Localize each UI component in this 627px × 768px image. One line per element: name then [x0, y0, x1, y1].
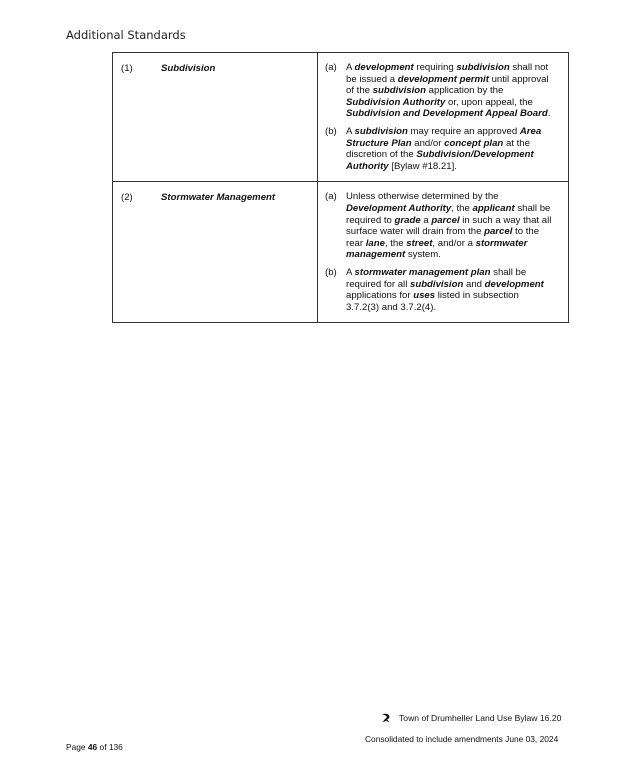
clause-text-segment: until approval of the: [346, 73, 549, 97]
clause-text-segment: .: [547, 108, 551, 120]
standard-heading-cell: [113, 53, 318, 182]
footer-bylaw-text: Town of Drumheller Land Use Bylaw 16.20: [399, 713, 562, 723]
defined-term: Development Authority: [346, 202, 452, 214]
defined-term: grade: [394, 214, 421, 226]
standard-row: [113, 53, 569, 182]
standard-title: Subdivision: [161, 63, 216, 74]
defined-term: lane: [365, 237, 385, 249]
clause-text-segment: or, upon appeal, the: [445, 96, 533, 108]
defined-term: subdivision: [456, 62, 510, 73]
clause-text-segment: [Bylaw #18.21].: [388, 160, 457, 172]
standards-table: [112, 52, 569, 323]
clause-text: [346, 126, 554, 172]
clause-text: [346, 191, 554, 261]
clause-text-segment: shall be required to: [346, 202, 551, 226]
clause-text-segment: and/or: [411, 137, 445, 149]
standards-table-body: [113, 53, 569, 323]
standard-clauses-cell: [318, 53, 569, 182]
defined-term: parcel: [484, 226, 513, 238]
clause-text-segment: , and/or a: [432, 237, 476, 249]
clause-text: [346, 62, 554, 120]
footer-consolidated: Consolidated to include amendments June 03, 2024: [365, 734, 559, 744]
clause-text-segment: A: [346, 62, 355, 73]
defined-term: stormwater management plan: [354, 266, 491, 278]
clause-text-segment: A: [346, 266, 355, 278]
clause-text-segment: in such a way that all surface water will drain from the: [346, 214, 552, 238]
defined-term: development permit: [397, 73, 489, 85]
clause-text-segment: system.: [405, 249, 441, 261]
clause-text-segment: Unless otherwise determined by the: [346, 191, 499, 203]
clause: [325, 62, 554, 120]
clause-letter: (a): [325, 62, 337, 73]
defined-term: stormwater management: [346, 237, 528, 261]
clause-text: [346, 267, 554, 313]
defined-term: Subdivision/Development Authority: [346, 149, 534, 172]
footer-page-number: [66, 742, 123, 752]
defined-term: concept plan: [444, 137, 504, 149]
clause-text-segment: at the discretion of the: [346, 137, 530, 161]
clause-text-segment: to the rear: [346, 226, 540, 249]
defined-term: uses: [413, 290, 436, 302]
clause-text-segment: application by the: [425, 85, 504, 97]
clause: [325, 126, 554, 172]
clause-text-segment: , the: [384, 237, 407, 249]
clause-text-segment: and: [463, 278, 485, 290]
clause-text-segment: a: [420, 214, 432, 226]
defined-term: applicant: [472, 202, 515, 214]
page-suffix: of 136: [97, 742, 123, 752]
clause: [325, 191, 554, 261]
defined-term: development: [354, 62, 414, 73]
clause-letter: (b): [325, 266, 337, 278]
clause-text-segment: shall be required for all: [346, 266, 527, 290]
defined-term: subdivision: [354, 125, 408, 137]
drumheller-logo-icon: [380, 712, 392, 724]
clause-letter: (b): [325, 125, 337, 137]
standard-row: [113, 182, 569, 323]
clause: [325, 267, 554, 313]
clause-text-segment: listed in subsection 3.7.2(3) and 3.7.2(4).: [346, 290, 519, 313]
defined-term: parcel: [431, 214, 460, 226]
standard-number: (2): [121, 192, 133, 204]
current-page: 46: [87, 742, 98, 752]
clause-text-segment: , the: [451, 202, 473, 214]
standard-title: Stormwater Management: [161, 192, 276, 204]
defined-term: subdivision: [372, 85, 426, 97]
defined-term: development: [484, 278, 544, 290]
clause-text-segment: A: [346, 125, 355, 137]
clause-text-segment: applications for: [346, 290, 414, 302]
footer-bylaw: [380, 712, 561, 724]
defined-term: Subdivision Authority: [346, 96, 446, 108]
standard-clauses-cell: [318, 182, 569, 323]
clause-text-segment: may require an approved: [407, 125, 520, 137]
standard-number: (1): [121, 63, 133, 74]
page-prefix: Page: [66, 742, 88, 752]
defined-term: Subdivision and Development Appeal Board: [346, 108, 548, 120]
clause-text-segment: requiring: [413, 62, 457, 73]
standard-heading-cell: [113, 182, 318, 323]
defined-term: subdivision: [410, 278, 464, 290]
clause-text-segment: shall not be issued a: [346, 62, 549, 85]
defined-term: Area Structure Plan: [346, 125, 542, 149]
clause-letter: (a): [325, 191, 337, 203]
defined-term: street: [406, 237, 433, 249]
page-header: Additional Standards: [66, 28, 186, 42]
